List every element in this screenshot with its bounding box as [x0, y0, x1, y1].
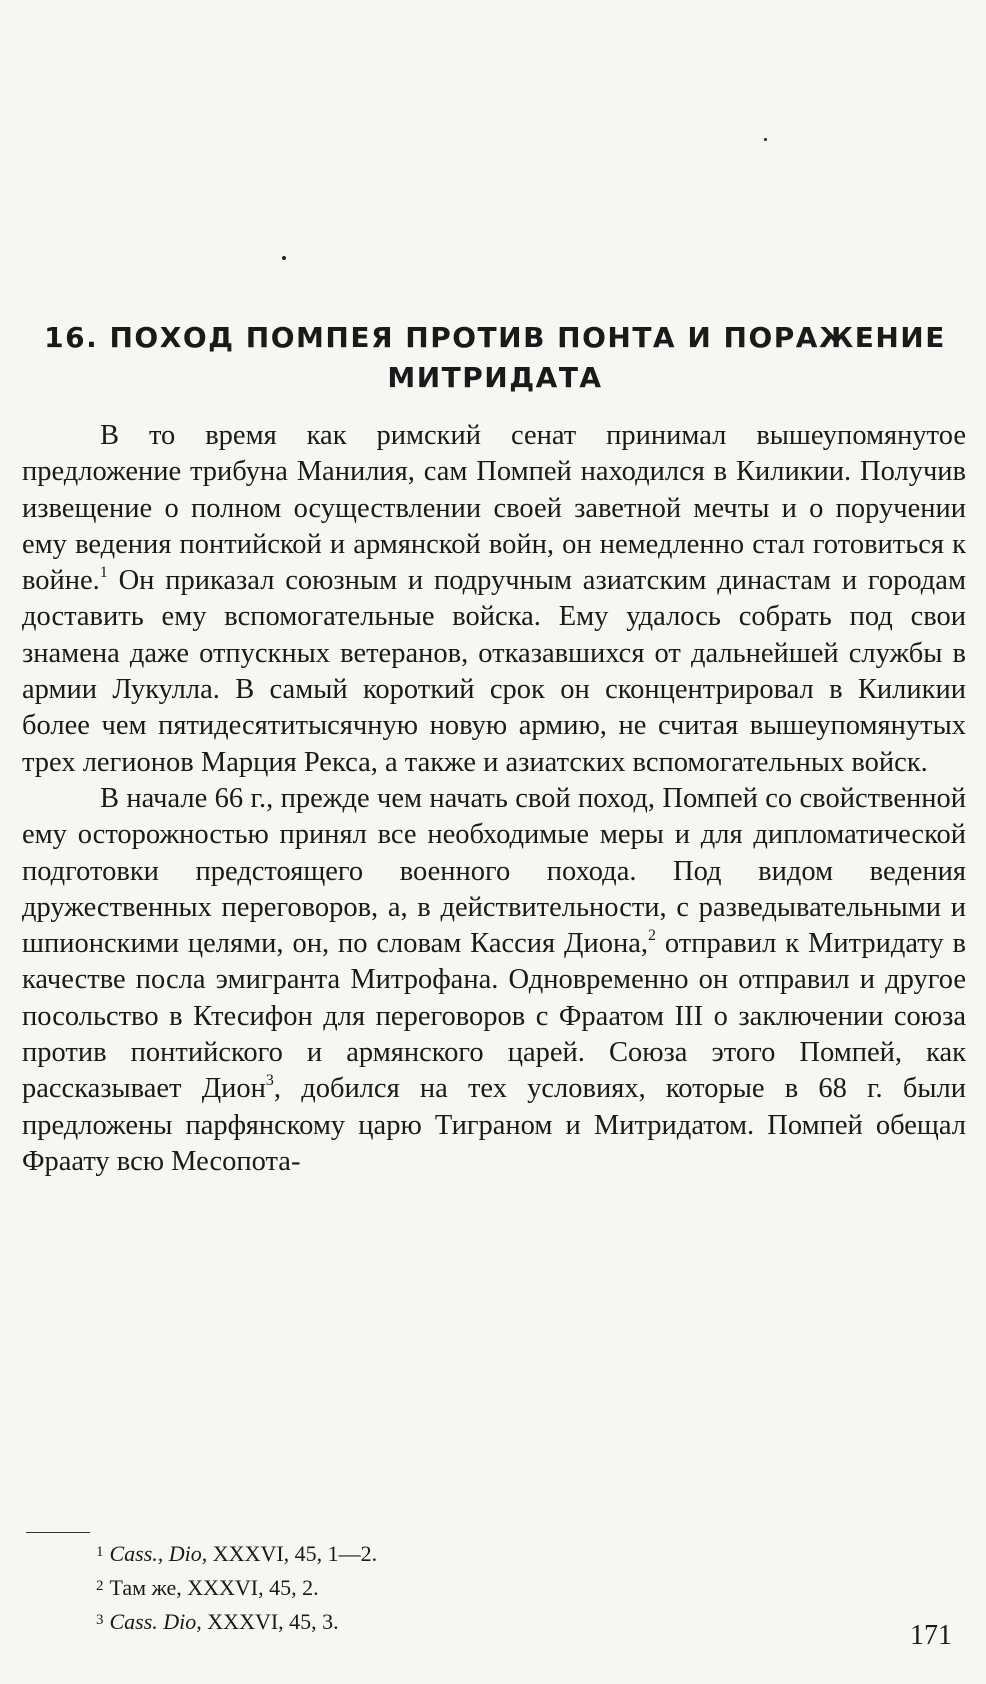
footnotes [96, 1536, 377, 1638]
text-run: Он приказал союзным и подручным азиатским династам и городам доставить ему вспомогательные войска. Ему удалось собрать под свои знамена даже отпускных ветеранов, отказавшихся от дальнейшей службы в армии Лукулла. В самый короткий срок он сконцентрировал в Киликии более чем пятидесятитысячную новую армию, не считая вышеупомянутых трех легионов Марция Рекса, а также и азиатских вспомогательных войск. [22, 565, 966, 778]
text-run: В начале 66 г., прежде чем начать свой поход, Помпей со свойственной ему осторожностью принял все необходимые меры и для дипломатической подготовки предстоящего военного похода. Под видом ведения дружественных переговоров, а, в действительности, с разведывательными и шпионскими целями, он, по словам Кассия Диона, [22, 782, 966, 960]
text-run: В то время как римский сенат принимал вышеупомянутое предложение трибуна Манилия, сам Помпей находился в Киликии. Получив извещение о полном осуществлении своей заветной мечты и о поручении ему ведения понтийской и армянской войн, он немедленно стал готовиться к войне. [22, 420, 966, 597]
section-heading [30, 318, 960, 398]
page-number: 171 [910, 1620, 952, 1651]
print-speck [282, 256, 286, 260]
footnote-number: 1 [96, 1544, 104, 1560]
footnote-number: 3 [96, 1612, 104, 1628]
text-run: отправил к Митридату в качестве посла эмигранта Митрофана. Одновременно он отправил и другое посольство в Ктесифон для переговоров с Фраатом III о заключении союза против понтийского и армянского царей. Союза этого Помпей, как рассказывает Дион [22, 928, 967, 1105]
footnote-text: Там же, XXXVI, 45, 2. [109, 1575, 319, 1600]
footnote-source: Cass., Dio, [109, 1541, 208, 1566]
footnote-divider [26, 1532, 90, 1533]
footnote [96, 1536, 377, 1570]
section-heading-line-2: МИТРИДАТА [387, 361, 603, 394]
footnote-text: XXXVI, 45, 1—2. [207, 1541, 378, 1566]
footnote-ref: 1 [99, 564, 108, 582]
print-speck [764, 138, 767, 141]
section-heading-line-1: 16. ПОХОД ПОМПЕЯ ПРОТИВ ПОНТА И ПОРАЖЕНИЕ [44, 321, 946, 354]
footnote [96, 1570, 377, 1604]
paragraph [22, 418, 966, 781]
text-run: , добился на тех условиях, которые в 68 г. были предложены парфянскому царю Тиграном и Митридатом. Помпей обещал Фраату всю Месопота- [22, 1073, 966, 1177]
paragraph [22, 781, 966, 1180]
footnote-text: XXXVI, 45, 3. [201, 1609, 339, 1634]
footnote-number: 2 [96, 1578, 104, 1594]
footnote-ref: 3 [265, 1072, 274, 1090]
footnote-ref: 2 [648, 927, 657, 945]
footnote-source: Cass. Dio, [109, 1609, 202, 1634]
body-text [22, 418, 966, 1180]
footnote [96, 1604, 377, 1638]
